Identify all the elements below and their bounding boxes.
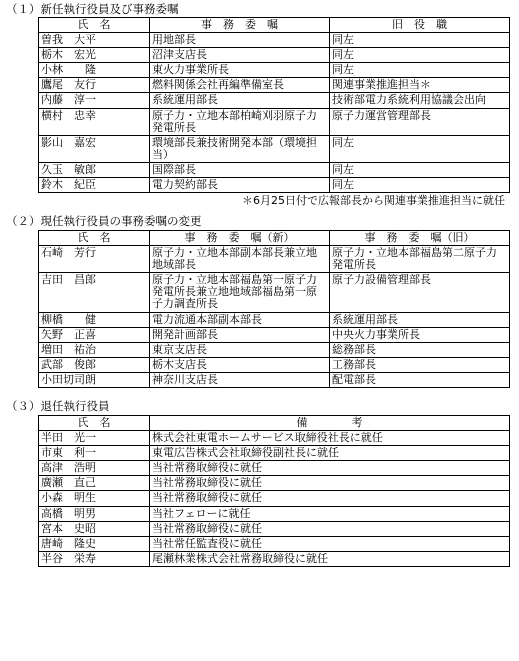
detail-cell: 原子力・立地本部福島第一原子力発電所長兼立地地域部福島第一原子力調査所長 <box>150 273 330 312</box>
detail-cell: 同左 <box>330 162 510 177</box>
header-duty: 事 務 委 嘱 <box>150 18 330 33</box>
officer-name-cell: 柳橋 健 <box>39 312 150 327</box>
officer-name-cell: 武部 俊郎 <box>39 357 150 372</box>
table-row <box>39 342 510 357</box>
officer-name-cell: 鷹尾 友行 <box>39 78 150 93</box>
officer-name-cell: 廣瀬 直己 <box>39 476 150 491</box>
table-row <box>39 521 510 536</box>
table-row <box>39 327 510 342</box>
detail-cell: 配電部長 <box>330 372 510 387</box>
officer-name-cell: 久玉 敏郎 <box>39 162 150 177</box>
officer-name-cell: 増田 祐治 <box>39 342 150 357</box>
officer-name-cell: 高橋 明男 <box>39 506 150 521</box>
detail-cell: 環境部長兼技術開発本部（環境担当） <box>150 135 330 162</box>
table-row <box>39 162 510 177</box>
officer-name-cell: 半田 光一 <box>39 431 150 446</box>
table-row <box>39 273 510 312</box>
table-row <box>39 372 510 387</box>
table-row <box>39 446 510 461</box>
detail-cell: 原子力・立地本部副本部長兼立地地域部長 <box>150 246 330 273</box>
detail-cell: 中央火力事業所長 <box>330 327 510 342</box>
table-row <box>39 461 510 476</box>
detail-cell: 技術部電力系統利用協議会出向 <box>330 93 510 108</box>
detail-cell: 栃木支店長 <box>150 357 330 372</box>
detail-cell: 国際部長 <box>150 162 330 177</box>
table-row <box>39 178 510 193</box>
table-row <box>39 63 510 78</box>
table-row <box>39 246 510 273</box>
table-row <box>39 312 510 327</box>
officer-name-cell: 内藤 淳一 <box>39 93 150 108</box>
detail-cell: 当社フェローに就任 <box>150 506 510 521</box>
table-row <box>39 108 510 135</box>
detail-cell: 原子力運営管理部長 <box>330 108 510 135</box>
detail-cell: 神奈川支店長 <box>150 372 330 387</box>
detail-cell: 当社常務取締役に就任 <box>150 491 510 506</box>
detail-cell: 同左 <box>330 63 510 78</box>
table-row <box>39 93 510 108</box>
officer-name-cell: 鈴木 紀臣 <box>39 178 150 193</box>
officer-name-cell: 宮本 史昭 <box>39 521 150 536</box>
officer-name-cell: 高津 浩明 <box>39 461 150 476</box>
table-header-row <box>39 231 510 246</box>
table-row <box>39 78 510 93</box>
header-name: 氏 名 <box>39 18 150 33</box>
detail-cell: 東火力事業所長 <box>150 63 330 78</box>
table-row <box>39 506 510 521</box>
detail-cell: 開発計画部長 <box>150 327 330 342</box>
officer-name-cell: 栃木 宏光 <box>39 48 150 63</box>
detail-cell: 用地部長 <box>150 33 330 48</box>
detail-cell: 原子力・立地本部福島第二原子力発電所長 <box>330 246 510 273</box>
detail-cell: 原子力・立地本部柏崎刈羽原子力発電所長 <box>150 108 330 135</box>
new-officers-table <box>38 17 510 193</box>
officer-name-cell: 石崎 芳行 <box>39 246 150 273</box>
header-name: 氏 名 <box>39 231 150 246</box>
detail-cell: 総務部長 <box>330 342 510 357</box>
detail-cell: 同左 <box>330 33 510 48</box>
detail-cell: 電力契約部長 <box>150 178 330 193</box>
header-name: 氏 名 <box>39 416 150 431</box>
table-row <box>39 135 510 162</box>
table-row <box>39 491 510 506</box>
detail-cell: 関連事業推進担当＊ <box>330 78 510 93</box>
officer-name-cell: 横村 忠幸 <box>39 108 150 135</box>
detail-cell: 沼津支店長 <box>150 48 330 63</box>
detail-cell: 当社常務取締役に就任 <box>150 476 510 491</box>
detail-cell: 尾瀬林業株式会社常務取締役に就任 <box>150 551 510 566</box>
header-remarks: 備 考 <box>150 416 510 431</box>
detail-cell: 株式会社東電ホームサービス取締役社長に就任 <box>150 431 510 446</box>
officer-name-cell: 曽我 大平 <box>39 33 150 48</box>
table-row <box>39 476 510 491</box>
table-header-row <box>39 18 510 33</box>
officer-name-cell: 唐崎 隆史 <box>39 536 150 551</box>
footnote: ＊6月25日付で広報部長から関連事業推進担当に就任 <box>242 194 505 207</box>
detail-cell: 電力流通本部副本部長 <box>150 312 330 327</box>
officer-name-cell: 小田切司朗 <box>39 372 150 387</box>
header-former-post: 旧 役 職 <box>330 18 510 33</box>
header-new-duty: 事 務 委 嘱（新） <box>150 231 330 246</box>
officer-name-cell: 市東 利一 <box>39 446 150 461</box>
officer-name-cell: 吉田 昌郎 <box>39 273 150 312</box>
detail-cell: 同左 <box>330 178 510 193</box>
table-row <box>39 33 510 48</box>
detail-cell: 東電広告株式会社取締役副社長に就任 <box>150 446 510 461</box>
table-row <box>39 431 510 446</box>
detail-cell: 工務部長 <box>330 357 510 372</box>
detail-cell: 系統運用部長 <box>150 93 330 108</box>
detail-cell: 系統運用部長 <box>330 312 510 327</box>
retiring-officers-table <box>38 415 510 567</box>
table-header-row <box>39 416 510 431</box>
detail-cell: 原子力設備管理部長 <box>330 273 510 312</box>
detail-cell: 燃料関係会社再編準備室長 <box>150 78 330 93</box>
changed-duties-table <box>38 230 510 388</box>
table-row <box>39 48 510 63</box>
officer-name-cell: 小森 明生 <box>39 491 150 506</box>
table-row <box>39 536 510 551</box>
table-row <box>39 357 510 372</box>
detail-cell: 当社常務取締役に就任 <box>150 461 510 476</box>
section3-heading: （３）退任執行役員 <box>6 399 110 413</box>
officer-name-cell: 小林 隆 <box>39 63 150 78</box>
detail-cell: 同左 <box>330 135 510 162</box>
detail-cell: 当社常務取締役に就任 <box>150 521 510 536</box>
officer-name-cell: 矢野 正喜 <box>39 327 150 342</box>
detail-cell: 同左 <box>330 48 510 63</box>
table-row <box>39 551 510 566</box>
detail-cell: 当社常任監査役に就任 <box>150 536 510 551</box>
section1-heading: （１）新任執行役員及び事務委嘱 <box>6 2 179 16</box>
officer-name-cell: 半谷 栄寿 <box>39 551 150 566</box>
detail-cell: 東京支店長 <box>150 342 330 357</box>
header-old-duty: 事 務 委 嘱（旧） <box>330 231 510 246</box>
section2-heading: （２）現任執行役員の事務委嘱の変更 <box>6 214 202 228</box>
officer-name-cell: 影山 嘉宏 <box>39 135 150 162</box>
